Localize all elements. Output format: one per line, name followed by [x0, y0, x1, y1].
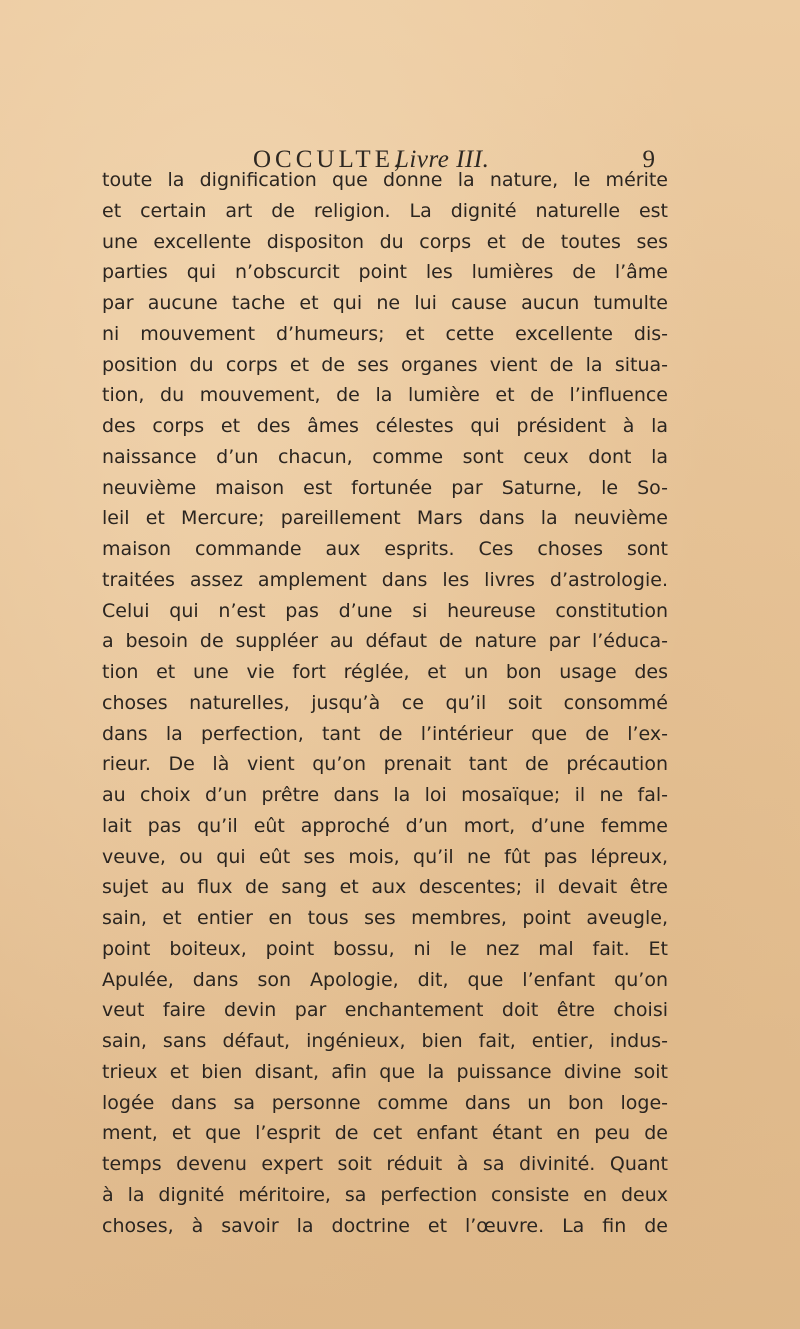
text-line: ment, et que l’esprit de cet enfant étant en peu de [102, 1122, 668, 1145]
text-line: toute la dignification que donne la nature, le mérite [102, 169, 668, 191]
text-line: point boiteux, point bossu, ni le nez mal fait. Et [102, 937, 668, 960]
running-head-title: OCCULTE, [253, 146, 405, 173]
text-line: position du corps et de ses organes vient de la situa- [102, 353, 668, 376]
text-line: et certain art de religion. La dignité naturelle est [102, 199, 668, 222]
text-line: tion, du mouvement, de la lumière et de l’influence [102, 384, 668, 407]
text-line: lait pas qu’il eût approché d’un mort, d’une femme [102, 814, 668, 837]
text-line: ni mouvement d’humeurs; et cette excellente dis- [102, 322, 668, 345]
text-line: temps devenu expert soit réduit à sa divinité. Quant [102, 1153, 668, 1175]
text-line: par aucune tache et qui ne lui cause aucun tumulte [102, 292, 668, 314]
text-line: traitées assez amplement dans les livres d’astrologie. [102, 568, 668, 591]
running-head-book: Livre III. [395, 146, 490, 173]
text-line: une excellente dispositon du corps et de toutes ses [102, 230, 668, 253]
text-line: Celui qui n’est pas d’une si heureuse constitution [102, 599, 668, 622]
text-line: veut faire devin par enchantement doit être choisi [102, 999, 668, 1022]
text-line: veuve, ou qui eût ses mois, qu’il ne fût pas lépreux, [102, 845, 668, 868]
text-line: parties qui n’obscurcit point les lumières de l’âme [102, 261, 668, 284]
text-line: sain, sans défaut, ingénieux, bien fait, entier, indus- [102, 1030, 668, 1052]
text-line: tion et une vie fort réglée, et un bon usage des [102, 661, 668, 683]
page-number: 9 [642, 146, 655, 173]
text-line: neuvième maison est fortunée par Saturne, le So- [102, 476, 668, 499]
text-line: sujet au flux de sang et aux descentes; il devait être [102, 876, 668, 899]
text-line: logée dans sa personne comme dans un bon loge- [102, 1091, 668, 1114]
text-line: des corps et des âmes célestes qui président à la [102, 415, 668, 437]
text-line: au choix d’un prêtre dans la loi mosaïque; il ne fal- [102, 784, 668, 806]
body-text [102, 165, 668, 1241]
text-line: leil et Mercure; pareillement Mars dans la neuvième [102, 507, 668, 530]
text-line: choses naturelles, jusqu’à ce qu’il soit consommé [102, 691, 668, 714]
text-line: dans la perfection, tant de l’intérieur que de l’ex- [102, 722, 668, 745]
text-line: rieur. De là vient qu’on prenait tant de précaution [102, 753, 668, 776]
text-line: naissance d’un chacun, comme sont ceux dont la [102, 445, 668, 468]
text-line: a besoin de suppléer au défaut de nature par l’éduca- [102, 630, 668, 653]
text-line: choses, à savoir la doctrine et l’œuvre. La fin de [102, 1214, 668, 1237]
text-line: trieux et bien disant, afin que la puissance divine soit [102, 1060, 668, 1083]
text-line: maison commande aux esprits. Ces choses sont [102, 538, 668, 560]
text-line: sain, et entier en tous ses membres, point aveugle, [102, 907, 668, 929]
text-line: Apulée, dans son Apologie, dit, que l’enfant qu’on [102, 968, 668, 991]
text-line: à la dignité méritoire, sa perfection consiste en deux [102, 1183, 668, 1206]
